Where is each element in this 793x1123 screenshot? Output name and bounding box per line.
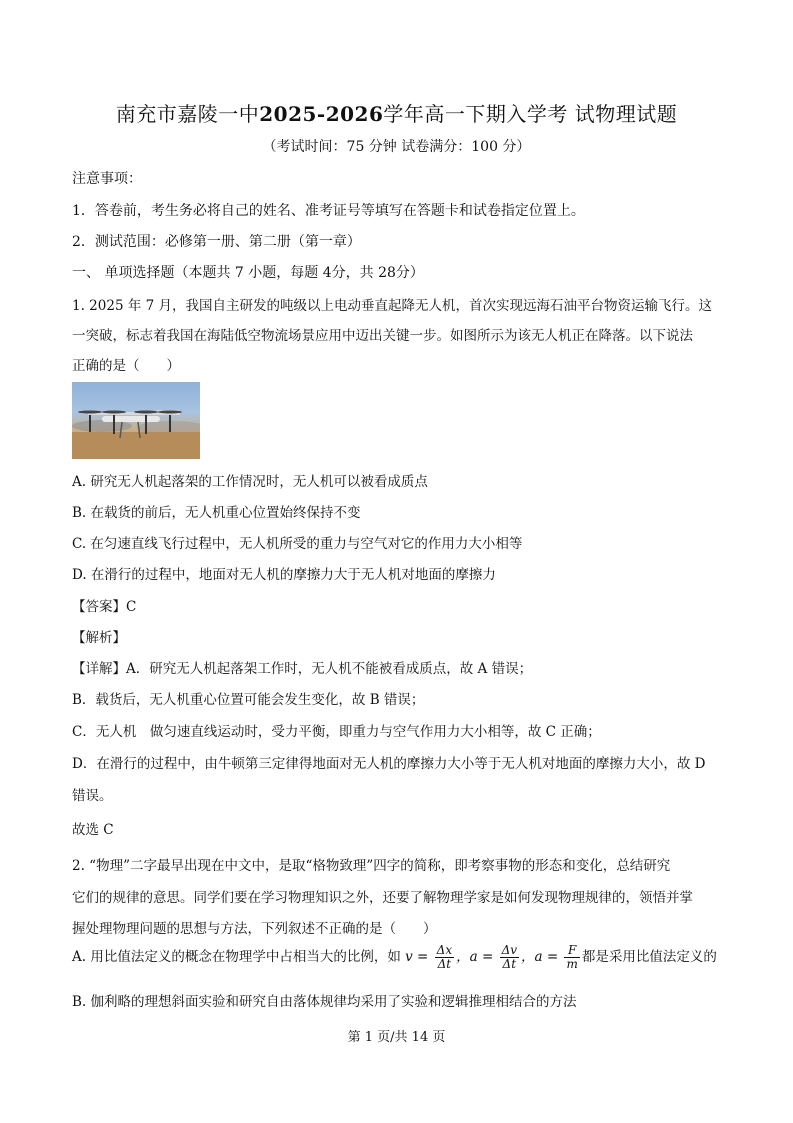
notes-item-2: 2．测试范围：必修第一册、第二册（第一章） bbox=[72, 234, 361, 250]
notes-item-1: 1．答卷前，考生务必将自己的姓名、准考证号等填写在答题卡和试卷指定位置上。 bbox=[72, 203, 585, 219]
q1-stem-line2: 一突破，标志着我国在海陆低空物流场景应用中迈出关键一步。如图所示为该无人机正在降落。以下说法 bbox=[72, 328, 693, 344]
formula-v: v = bbox=[405, 949, 429, 965]
title-exam: 学年高一下期入学考 试物理试题 bbox=[383, 102, 678, 126]
q2-option-a-text: A. 用比值法定义的概念在物理学中占相当大的比例，如 bbox=[72, 949, 401, 965]
formula-a1: ，a = bbox=[456, 949, 494, 965]
q1-option-d: D. 在滑行的过程中，地面对无人机的摩擦力大于无人机对地面的摩擦力 bbox=[72, 567, 496, 583]
q2-option-b: B. 伽利略的理想斜面实验和研究自由落体规律均采用了实验和逻辑推理相结合的方法 bbox=[72, 994, 577, 1010]
page-number: 第 1 页/共 14 页 bbox=[347, 1030, 446, 1045]
q1-option-a: A. 研究无人机起落架的工作情况时，无人机可以被看成质点 bbox=[72, 474, 428, 490]
q1-stem-line1: 1. 2025 年 7 月，我国自主研发的吨级以上电动垂直起降无人机，首次实现远海石油平台物资运输飞行。这 bbox=[72, 298, 712, 314]
q2-stem-line2: 它们的规律的意思。同学们要在学习物理知识之外，还要了解物理学家是如何发现物理规律的，领悟并掌 bbox=[72, 890, 693, 906]
fraction-f-m: $\frac{F}{m}$ bbox=[566, 943, 578, 971]
q1-detail-4: D．在滑行的过程中，由牛顿第三定律得地面对无人机的摩擦力大小等于无人机对地面的摩擦力大小，故 D bbox=[72, 756, 706, 772]
q2-stem-line1: 2. “物理”二字最早出现在中文中，是取“格物致理”四字的简称，即考察事物的形态和变化，总结研究 bbox=[72, 858, 671, 874]
page-title bbox=[0, 98, 793, 127]
q1-detail-1: 【详解】A．研究无人机起落架工作时，无人机不能被看成质点，故 A 错误； bbox=[72, 661, 533, 677]
q1-option-b: B. 在载货的前后，无人机重心位置始终保持不变 bbox=[72, 505, 361, 521]
section-heading: 一、 单项选择题（本题共 7 小题，每题 4分，共 28分） bbox=[72, 265, 424, 281]
q2-option-a-text-end: 都是采用比值法定义的 bbox=[581, 949, 717, 965]
title-school: 南充市嘉陵一中 bbox=[115, 102, 260, 126]
q1-detail-3: C．无人机 做匀速直线运动时，受力平衡，即重力与空气作用力大小相等，故 C 正确； bbox=[72, 724, 601, 740]
fraction-dx-dt: $\frac{\Delta x}{\Delta t}$ bbox=[436, 943, 453, 971]
exam-info: （考试时间：75 分钟 试卷满分：100 分） bbox=[262, 139, 531, 155]
drone-illustration bbox=[72, 382, 200, 459]
formula-a2: ，a = bbox=[521, 949, 559, 965]
title-year: 2025-2026 bbox=[259, 102, 384, 126]
q2-option-a bbox=[72, 944, 732, 971]
q1-option-c: C. 在匀速直线飞行过程中，无人机所受的重力与空气对它的作用力大小相等 bbox=[72, 536, 523, 552]
notes-heading: 注意事项： bbox=[72, 171, 142, 187]
q1-detail-5: 错误。 bbox=[72, 788, 113, 804]
q1-conclusion: 故选 C bbox=[72, 822, 114, 838]
q1-stem-line3: 正确的是（ ） bbox=[72, 358, 180, 374]
q2-stem-line3: 握处理物理问题的思想与方法，下列叙述不正确的是（ ） bbox=[72, 921, 437, 937]
q1-answer: 【答案】C bbox=[72, 599, 137, 615]
q1-detail-2: B．载货后，无人机重心位置可能会发生变化，故 B 错误； bbox=[72, 692, 425, 708]
drone-photo bbox=[72, 382, 200, 459]
q1-analysis-heading: 【解析】 bbox=[72, 630, 126, 646]
fraction-dv-dt: $\frac{\Delta v}{\Delta t}$ bbox=[501, 943, 518, 971]
